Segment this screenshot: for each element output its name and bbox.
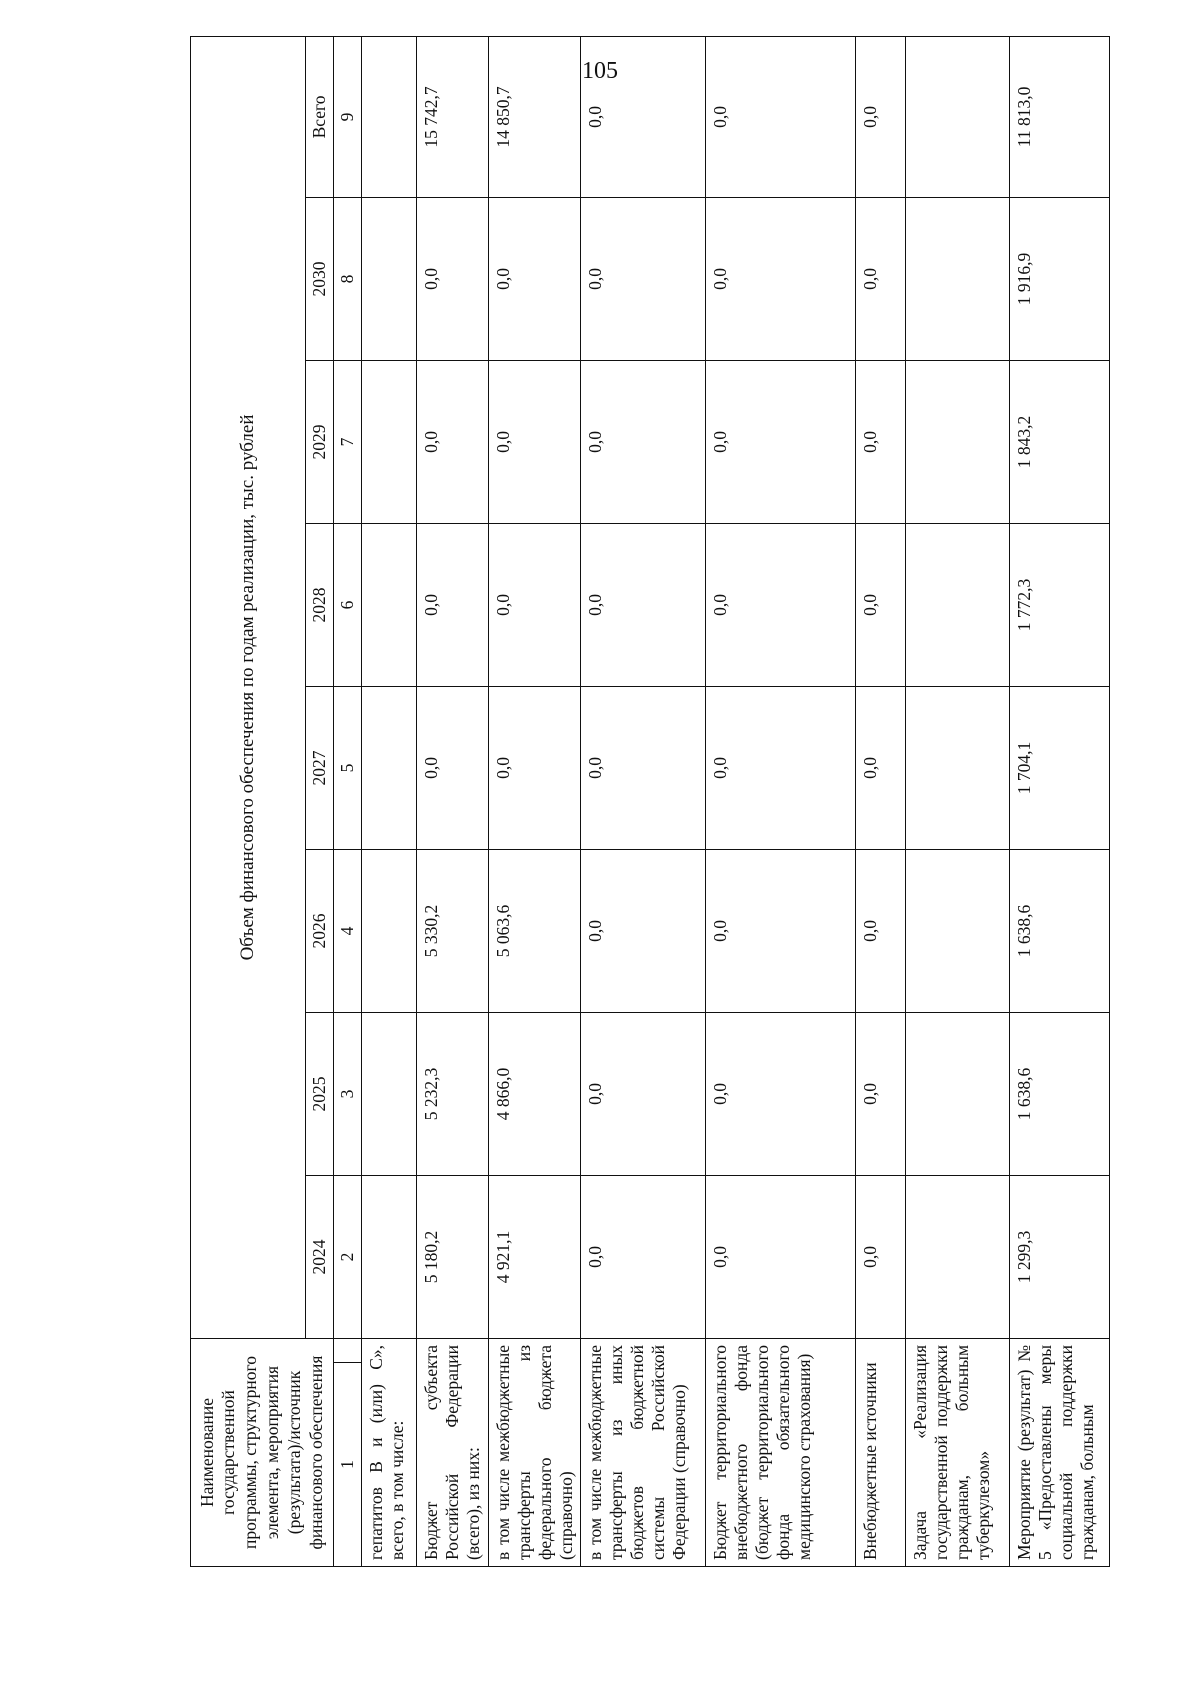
value-cell: 0,0 xyxy=(856,360,906,523)
column-number-cell: 1 xyxy=(334,1363,362,1567)
row-name-cell: Мероприятие (результат) № 5 «Предоставлены меры социальной поддержки гражданам, больным xyxy=(1009,1338,1109,1566)
table-row xyxy=(706,36,856,1566)
year-cell: 2026 xyxy=(306,849,334,1012)
row-name-cell: гепатитов В и (или) С», всего, в том числе: xyxy=(362,1338,417,1566)
page-number: 105 xyxy=(582,58,618,84)
row-name-cell: Бюджет субъекта Российской Федерации (всего), из них: xyxy=(417,1338,488,1566)
year-cell: 2024 xyxy=(306,1175,334,1338)
financing-table xyxy=(190,36,1110,1567)
value-cell: 0,0 xyxy=(856,686,906,849)
value-cell: 5 330,2 xyxy=(417,849,488,1012)
value-cell: 0,0 xyxy=(706,36,856,197)
table-body xyxy=(191,36,1110,1566)
value-cell: 0,0 xyxy=(580,686,705,849)
year-cell: 2030 xyxy=(306,197,334,360)
value-cell: 0,0 xyxy=(706,360,856,523)
value-cell xyxy=(362,849,417,1012)
year-cell: Всего xyxy=(306,36,334,197)
value-cell xyxy=(906,197,1009,360)
value-cell xyxy=(906,849,1009,1012)
value-cell: 0,0 xyxy=(580,1175,705,1338)
value-cell xyxy=(906,1012,1009,1175)
column-number-cell: 6 xyxy=(334,523,362,686)
value-cell xyxy=(906,36,1009,197)
value-cell xyxy=(362,523,417,686)
row-name-cell: Бюджет территориального внебюджетного фонда (бюджет территориального фонда обязательного медицинского страхования) xyxy=(706,1338,856,1566)
value-cell: 0,0 xyxy=(706,849,856,1012)
value-cell: 0,0 xyxy=(706,1012,856,1175)
value-cell: 1 638,6 xyxy=(1009,1012,1109,1175)
table-row xyxy=(1009,36,1109,1566)
row-name-cell: Задача «Реализация государственной поддержки гражданам, больным туберкулезом» xyxy=(906,1338,1009,1566)
column-number-row xyxy=(334,36,362,1566)
value-cell: 0,0 xyxy=(580,849,705,1012)
value-cell: 4 866,0 xyxy=(488,1012,580,1175)
value-cell xyxy=(362,197,417,360)
year-row xyxy=(306,36,334,1566)
value-cell: 5 232,3 xyxy=(417,1012,488,1175)
value-cell: 0,0 xyxy=(856,849,906,1012)
header-volume-cell: Объем финансового обеспечения по годам реализации, тыс. рублей xyxy=(191,36,306,1338)
table-wrapper xyxy=(190,86,1110,1567)
value-cell: 0,0 xyxy=(417,360,488,523)
value-cell: 0,0 xyxy=(706,197,856,360)
spacer-cell xyxy=(334,1338,362,1362)
year-cell: 2029 xyxy=(306,360,334,523)
value-cell: 5 180,2 xyxy=(417,1175,488,1338)
value-cell: 0,0 xyxy=(706,1175,856,1338)
table-row xyxy=(417,36,488,1566)
column-number-cell: 7 xyxy=(334,360,362,523)
value-cell: 0,0 xyxy=(488,523,580,686)
value-cell: 0,0 xyxy=(488,686,580,849)
value-cell: 15 742,7 xyxy=(417,36,488,197)
value-cell xyxy=(906,360,1009,523)
value-cell: 0,0 xyxy=(580,1012,705,1175)
value-cell: 0,0 xyxy=(580,523,705,686)
value-cell: 4 921,1 xyxy=(488,1175,580,1338)
value-cell: 11 813,0 xyxy=(1009,36,1109,197)
value-cell: 0,0 xyxy=(856,197,906,360)
value-cell: 0,0 xyxy=(580,36,705,197)
year-cell: 2025 xyxy=(306,1012,334,1175)
value-cell: 0,0 xyxy=(580,197,705,360)
table-row xyxy=(362,36,417,1566)
value-cell: 1 704,1 xyxy=(1009,686,1109,849)
value-cell xyxy=(362,1175,417,1338)
year-cell: 2027 xyxy=(306,686,334,849)
value-cell: 1 772,3 xyxy=(1009,523,1109,686)
value-cell: 0,0 xyxy=(488,360,580,523)
value-cell: 0,0 xyxy=(856,1012,906,1175)
value-cell: 1 843,2 xyxy=(1009,360,1109,523)
header-row xyxy=(191,36,306,1566)
value-cell: 14 850,7 xyxy=(488,36,580,197)
value-cell: 1 299,3 xyxy=(1009,1175,1109,1338)
value-cell: 1 638,6 xyxy=(1009,849,1109,1012)
value-cell: 0,0 xyxy=(417,523,488,686)
value-cell xyxy=(906,523,1009,686)
year-cell: 2028 xyxy=(306,523,334,686)
value-cell xyxy=(906,1175,1009,1338)
value-cell xyxy=(362,360,417,523)
header-name-cell: Наименование государственной программы, структурного элемента, мероприятия (результата)/источник финансового обеспечения xyxy=(191,1338,334,1566)
value-cell: 0,0 xyxy=(417,686,488,849)
value-cell: 0,0 xyxy=(856,36,906,197)
value-cell: 0,0 xyxy=(706,523,856,686)
column-number-cell: 5 xyxy=(334,686,362,849)
value-cell xyxy=(362,36,417,197)
value-cell: 5 063,6 xyxy=(488,849,580,1012)
rotated-table-container xyxy=(190,86,1110,1567)
row-name-cell: в том числе межбюджетные трансферты из федерального бюджета (справочно) xyxy=(488,1338,580,1566)
value-cell: 0,0 xyxy=(706,686,856,849)
column-number-cell: 2 xyxy=(334,1175,362,1338)
table-row xyxy=(856,36,906,1566)
value-cell: 1 916,9 xyxy=(1009,197,1109,360)
table-row xyxy=(488,36,580,1566)
value-cell: 0,0 xyxy=(856,523,906,686)
value-cell xyxy=(362,686,417,849)
table-row xyxy=(906,36,1009,1566)
row-name-cell: Внебюджетные источники xyxy=(856,1338,906,1566)
value-cell: 0,0 xyxy=(488,197,580,360)
row-name-cell: в том числе межбюджетные трансферты из иных бюджетов бюджетной системы Российской Федерации (справочно) xyxy=(580,1338,705,1566)
column-number-cell: 8 xyxy=(334,197,362,360)
value-cell: 0,0 xyxy=(856,1175,906,1338)
column-number-cell: 3 xyxy=(334,1012,362,1175)
value-cell xyxy=(906,686,1009,849)
column-number-cell: 9 xyxy=(334,36,362,197)
value-cell: 0,0 xyxy=(580,360,705,523)
value-cell xyxy=(362,1012,417,1175)
table-row xyxy=(580,36,705,1566)
value-cell: 0,0 xyxy=(417,197,488,360)
column-number-cell: 4 xyxy=(334,849,362,1012)
